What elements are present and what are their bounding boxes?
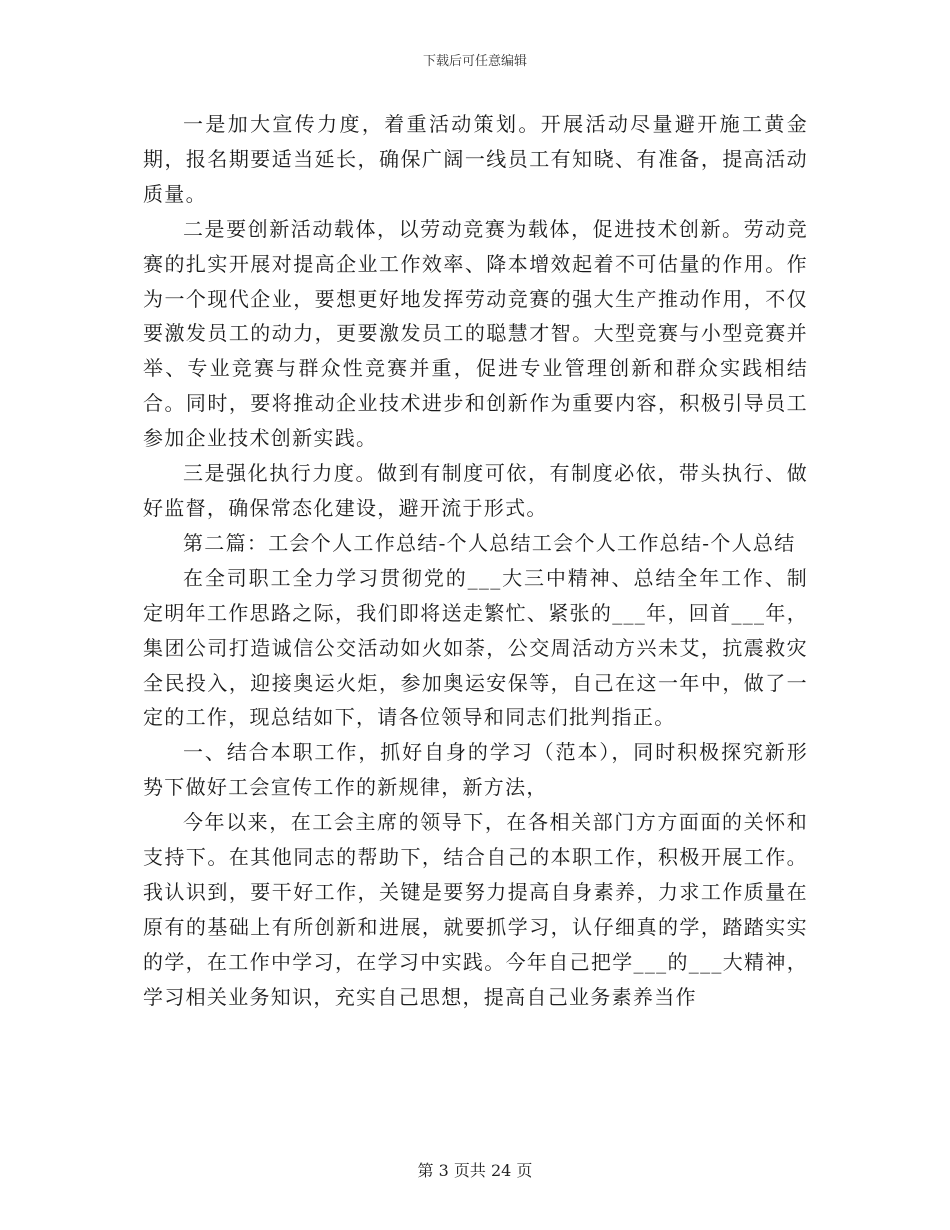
paragraph-7: 今年以来，在工会主席的领导下，在各相关部门方方面面的关怀和支持下。在其他同志的帮助下，结合自己的本职工作，积极开展工作。我认识到，要干好工作，关键是要努力提高自身素养，力求工作质量在原有的基础上有所创新和进展，就要抓学习，认仔细真的学，踏踏实实的学，在工作中学习，在学习中实践。今年自己把学___的___大精神，学习相关业务知识，充实自己思想，提高自己业务素养当作: [143, 810, 808, 1009]
paragraph-2: 二是要创新活动载体，以劳动竞赛为载体，促进技术创新。劳动竞赛的扎实开展对提高企业工作效率、降本增效起着不可估量的作用。作为一个现代企业，要想更好地发挥劳动竞赛的强大生产推动作用，不仅要激发员工的动力，更要激发员工的聪慧才智。大型竞赛与小型竞赛并举、专业竞赛与群众性竞赛并重，促进专业管理创新和群众实践相结合。同时，要将推动企业技术进步和创新作为重要内容，积极引导员工参加企业技术创新实践。: [143, 216, 808, 451]
paragraph-6: 一、结合本职工作，抓好自身的学习（范本），同时积极探究新形势下做好工会宣传工作的新规律，新方法，: [143, 740, 808, 800]
document-body: [143, 107, 808, 1015]
paragraph-1: 一是加大宣传力度，着重活动策划。开展活动尽量避开施工黄金期，报名期要适当延长，确保广阔一线员工有知晓、有准备，提高活动质量。: [143, 112, 808, 206]
page-number: 第 3 页共 24 页: [417, 1161, 533, 1180]
section-title: 第二篇：工会个人工作总结-个人总结工会个人工作总结-个人总结: [183, 530, 796, 555]
page-header: 下载后可任意编辑: [422, 54, 527, 69]
paragraph-3: 三是强化执行力度。做到有制度可依，有制度必依，带头执行、做好监督，确保常态化建设，避开流于形式。: [143, 461, 808, 520]
paragraph-5: 在全司职工全力学习贯彻党的___大三中精神、总结全年工作、制定明年工作思路之际，我们即将送走繁忙、紧张的___年，回首___年，集团公司打造诚信公交活动如火如荼，公交周活动方兴未艾，抗震救灾全民投入，迎接奥运火炬，参加奥运安保等，自己在这一年中，做了一定的工作，现总结如下，请各位领导和同志们批判指正。: [143, 565, 808, 730]
